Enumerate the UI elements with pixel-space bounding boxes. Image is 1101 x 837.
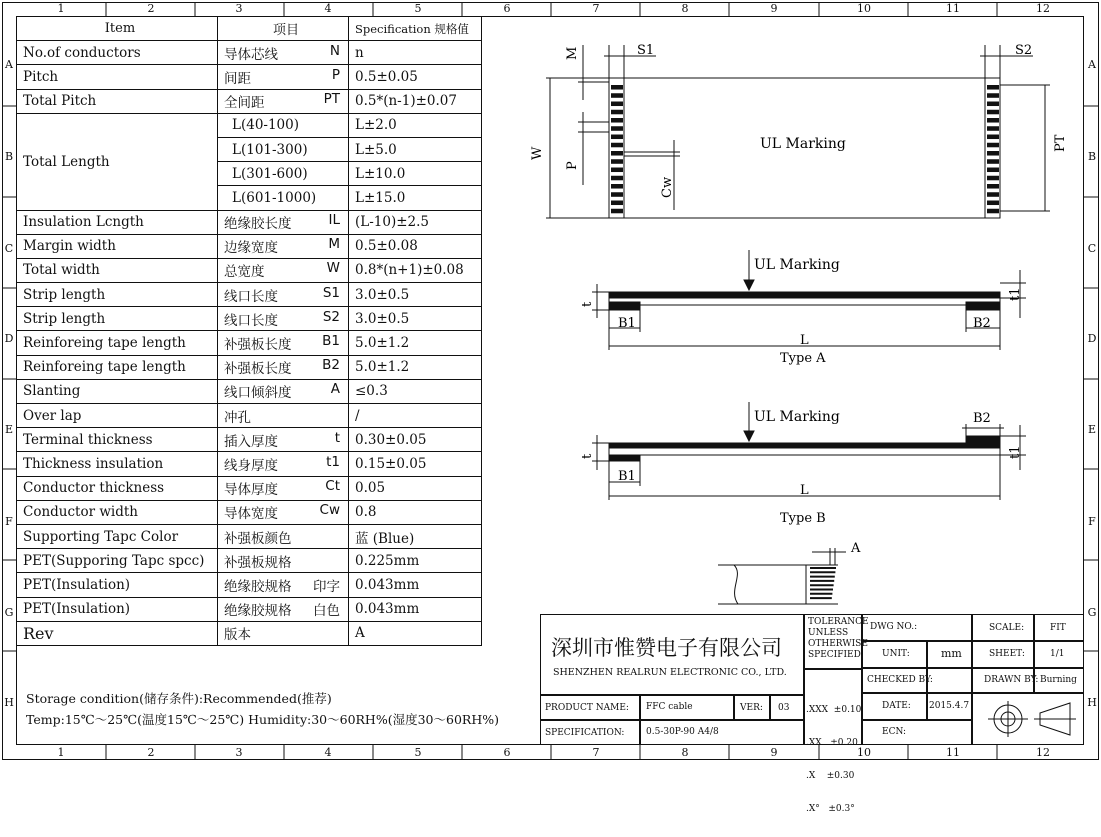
spec-cell: 蓝 (Blue) — [349, 524, 482, 548]
cn-label: 补强板长度 — [224, 337, 292, 354]
specification-label: SPECIFICATION: — [545, 728, 625, 738]
symbol-label: B1 — [322, 333, 340, 350]
cn-label: 总宽度 — [224, 264, 265, 281]
zone-col-12-top: 12 — [1036, 2, 1050, 15]
header-cn: 项目 — [218, 17, 349, 41]
date-value: 2015.4.7 — [929, 701, 970, 711]
type-a-b2-label: B2 — [973, 316, 991, 331]
drawn-label: DRAWN BY: — [984, 675, 1039, 685]
zone-col-4-bottom: 4 — [324, 746, 332, 759]
cn-label: 绝缘胶长度 — [224, 216, 292, 233]
symbol-label: A — [330, 381, 340, 398]
zone-col-8-bottom: 8 — [681, 746, 689, 759]
conductor-strip — [611, 176, 623, 181]
ver-label: VER: — [740, 703, 763, 713]
zone-col-11-bottom: 11 — [946, 746, 960, 759]
conductor-strip — [611, 168, 623, 173]
zone-row-D-right: D — [1087, 332, 1097, 345]
cn-label: 线口长度 — [224, 288, 278, 305]
item-cell: PET(Insulation) — [17, 573, 218, 597]
type-b-b1-label: B1 — [618, 469, 636, 484]
spec-cell: 3.0±0.5 — [349, 307, 482, 331]
conductor-strip — [611, 201, 623, 206]
conductor-strip — [987, 85, 999, 90]
tolerance-values: .XXX ±0.10 .XX ±0.20 .X ±0.30 .X° ±0.3° — [806, 705, 862, 814]
conductor-strip — [987, 184, 999, 189]
zone-col-8-top: 8 — [681, 2, 689, 15]
spec-cell: 0.5±0.08 — [349, 234, 482, 258]
conductor-strips-left — [611, 85, 623, 213]
spec-cell: 0.043mm — [349, 597, 482, 621]
conductor-strip — [611, 135, 623, 140]
cn-label: L(101-300) — [232, 141, 308, 158]
tolerance-heading: TOLERANCE UNLESS OTHERWISE SPECIFIED — [808, 617, 869, 660]
spec-cell: n — [349, 41, 482, 65]
product-name-value: FFC cable — [646, 702, 693, 712]
conductor-strips-right — [987, 85, 999, 213]
spec-cell: 5.0±1.2 — [349, 355, 482, 379]
type-a-b1-label: B1 — [618, 316, 636, 331]
conductor-strip — [611, 209, 623, 214]
company-name-cn: 深圳市惟赞电子有限公司 — [551, 636, 782, 660]
unit-label: UNIT: — [882, 649, 910, 659]
symbol-label: t — [334, 429, 340, 446]
zone-col-5-bottom: 5 — [414, 746, 422, 759]
symbol-label: S2 — [322, 308, 340, 325]
item-cell: Margin width — [17, 234, 218, 258]
conductor-strip — [611, 102, 623, 107]
zone-col-10-bottom: 10 — [857, 746, 871, 759]
header-item: Item — [17, 17, 218, 41]
symbol-label: Ct — [325, 478, 340, 495]
dwg-no-label: DWG NO.: — [870, 622, 918, 632]
conductor-strip — [987, 201, 999, 206]
conductor-strip — [987, 151, 999, 156]
item-cell: Supporting Tapc Color — [17, 524, 218, 548]
item-cell: Conductor thickness — [17, 476, 218, 500]
conductor-strip — [987, 118, 999, 123]
ecn-label: ECN: — [882, 727, 907, 737]
conductor-strip — [611, 85, 623, 90]
spec-cell: 0.8*(n+1)±0.08 — [349, 258, 482, 282]
zone-col-12-bottom: 12 — [1036, 746, 1050, 759]
type-a-t1-label: t1 — [1008, 287, 1023, 301]
type-b-l-label: L — [800, 483, 809, 498]
type-b-ul-marking: UL Marking — [754, 409, 840, 425]
company-name-en: SHENZHEN REALRUN ELECTRONIC CO., LTD. — [553, 667, 787, 678]
symbol-label: B2 — [322, 357, 340, 374]
zone-col-1-top: 1 — [57, 2, 65, 15]
checked-label: CHECKED BY: — [867, 675, 933, 685]
spec-cell: 0.15±0.05 — [349, 452, 482, 476]
symbol-label: Cw — [319, 502, 340, 519]
p-label: P — [565, 161, 580, 170]
cn-label: 补强板规格 — [224, 554, 292, 571]
spec-cell: 5.0±1.2 — [349, 331, 482, 355]
item-cell: Insulation Lcngth — [17, 210, 218, 234]
item-cell: Reinforeing tape length — [17, 331, 218, 355]
spec-cell: 0.30±0.05 — [349, 428, 482, 452]
item-cell: Slanting — [17, 379, 218, 403]
conductor-strip — [611, 192, 623, 197]
zone-col-7-top: 7 — [592, 2, 600, 15]
type-a-caption: Type A — [780, 351, 826, 366]
projection-symbol-icon — [980, 697, 1080, 741]
ver-value: 03 — [778, 703, 790, 713]
symbol-label: S1 — [322, 284, 340, 301]
m-label: M — [565, 46, 580, 60]
zone-row-B-left: B — [4, 150, 14, 163]
conductor-strip — [611, 93, 623, 98]
cw-label: Cw — [660, 176, 675, 198]
top-ul-marking: UL Marking — [760, 136, 846, 152]
zone-row-G-left: G — [4, 606, 14, 619]
spec-cell: 3.0±0.5 — [349, 283, 482, 307]
conductor-strip — [987, 110, 999, 115]
conductor-strip — [987, 102, 999, 107]
spec-cell: 0.8 — [349, 500, 482, 524]
item-cell: Reinforeing tape length — [17, 355, 218, 379]
type-b-t-label: t — [580, 453, 595, 459]
conductor-strip — [611, 151, 623, 156]
item-cell: Strip length — [17, 307, 218, 331]
item-cell: No.of conductors — [17, 41, 218, 65]
zone-row-E-right: E — [1087, 423, 1097, 436]
spec-cell: L±5.0 — [349, 137, 482, 161]
item-cell: Strip length — [17, 283, 218, 307]
header-spec: Specification 规格值 — [349, 17, 482, 41]
product-name-label: PRODUCT NAME: — [545, 703, 629, 713]
cn-label: 绝缘胶规格 — [224, 603, 292, 620]
symbol-label: t1 — [326, 453, 340, 470]
zone-col-9-bottom: 9 — [770, 746, 778, 759]
item-cell: Total Pitch — [17, 89, 218, 113]
item-cell: Total Length — [17, 113, 218, 210]
zone-row-D-left: D — [4, 332, 14, 345]
spec-cell: 0.225mm — [349, 549, 482, 573]
specification-value: 0.5-30P-90 A4/8 — [646, 727, 719, 737]
item-cell: Conductor width — [17, 500, 218, 524]
zone-row-F-right: F — [1088, 515, 1096, 528]
zone-row-F-left: F — [5, 515, 13, 528]
conductor-strip — [987, 192, 999, 197]
date-label: DATE: — [882, 701, 911, 711]
cn-label: L(601-1000) — [232, 189, 317, 206]
cn-label: 冲孔 — [224, 409, 251, 426]
symbol-label: P — [331, 66, 340, 83]
zone-col-3-bottom: 3 — [235, 746, 243, 759]
zone-col-9-top: 9 — [770, 2, 778, 15]
cn-label: 导体宽度 — [224, 506, 278, 523]
cn-label: 插入厚度 — [224, 433, 278, 450]
cn-label: 线口长度 — [224, 312, 278, 329]
item-cell: Over lap — [17, 404, 218, 428]
cn-label: 版本 — [224, 627, 251, 644]
conductor-strip — [987, 93, 999, 98]
symbol-label: N — [329, 42, 340, 59]
cn-label: 导体芯线 — [224, 46, 278, 63]
storage-note: Storage condition(储存条件):Recommended(推荐) — [26, 691, 332, 706]
symbol-label: IL — [328, 212, 340, 229]
zone-row-C-left: C — [4, 242, 14, 255]
zone-row-B-right: B — [1087, 150, 1097, 163]
spec-cell: L±2.0 — [349, 113, 482, 137]
scale-value: FIT — [1050, 623, 1066, 633]
type-a-l-label: L — [800, 333, 809, 348]
zone-col-10-top: 10 — [857, 2, 871, 15]
spec-cell: 0.05 — [349, 476, 482, 500]
symbol-label: 白色 — [313, 603, 340, 620]
conductor-strip — [611, 110, 623, 115]
scale-label: SCALE: — [989, 623, 1025, 633]
spec-cell: L±15.0 — [349, 186, 482, 210]
detail-a-label: A — [851, 541, 861, 556]
zone-row-E-left: E — [4, 423, 14, 436]
spec-cell: (L-10)±2.5 — [349, 210, 482, 234]
zone-row-H-right: H — [1087, 696, 1097, 709]
sheet-label: SHEET: — [989, 649, 1025, 659]
zone-col-4-top: 4 — [324, 2, 332, 15]
conductor-strip — [987, 176, 999, 181]
conductor-strip — [987, 135, 999, 140]
s2-label: S2 — [1015, 43, 1033, 58]
cn-label: L(40-100) — [232, 117, 300, 134]
item-cell: PET(Insulation) — [17, 597, 218, 621]
conductor-strip — [611, 143, 623, 148]
conductor-strip — [987, 126, 999, 131]
zone-col-6-top: 6 — [503, 2, 511, 15]
type-a-t-label: t — [580, 301, 595, 307]
type-a-ul-marking: UL Marking — [754, 257, 840, 273]
spec-cell: / — [349, 404, 482, 428]
item-cell: Total width — [17, 258, 218, 282]
pt-label: PT — [1053, 134, 1068, 152]
zone-col-3-top: 3 — [235, 2, 243, 15]
conductor-strip — [987, 143, 999, 148]
cn-label: 线身厚度 — [224, 457, 278, 474]
zone-col-7-bottom: 7 — [592, 746, 600, 759]
cn-label: L(301-600) — [232, 165, 308, 182]
item-cell: Terminal thickness — [17, 428, 218, 452]
zone-col-5-top: 5 — [414, 2, 422, 15]
symbol-label: PT — [323, 91, 340, 108]
cn-label: 导体厚度 — [224, 482, 278, 499]
zone-col-2-top: 2 — [147, 2, 155, 15]
temp-note: Temp:15℃～25℃(温度15℃～25℃) Humidity:30～60RH%(湿度30～60RH%) — [26, 712, 499, 727]
zone-row-G-right: G — [1087, 606, 1097, 619]
zone-col-1-bottom: 1 — [57, 746, 65, 759]
item-cell: Pitch — [17, 65, 218, 89]
spec-cell: 0.043mm — [349, 573, 482, 597]
s1-label: S1 — [637, 43, 655, 58]
zone-col-11-top: 11 — [946, 2, 960, 15]
spec-cell: L±10.0 — [349, 162, 482, 186]
spec-cell: ≤0.3 — [349, 379, 482, 403]
zone-row-H-left: H — [4, 696, 14, 709]
cn-label: 全间距 — [224, 95, 265, 112]
cn-label: 补强板颜色 — [224, 530, 292, 547]
zone-col-2-bottom: 2 — [147, 746, 155, 759]
spec-cell: 0.5±0.05 — [349, 65, 482, 89]
zone-row-A-left: A — [5, 58, 13, 71]
type-b-b2-label: B2 — [973, 411, 991, 426]
zone-col-6-bottom: 6 — [503, 746, 511, 759]
spec-cell: 0.5*(n-1)±0.07 — [349, 89, 482, 113]
spec-cell: A — [349, 621, 482, 645]
drawn-value: Burning — [1040, 675, 1077, 685]
cn-label: 线口倾斜度 — [224, 385, 292, 402]
type-b-t1-label: t1 — [1008, 445, 1023, 459]
cn-label: 间距 — [224, 70, 251, 87]
conductor-strip — [611, 118, 623, 123]
item-cell: Thickness insulation — [17, 452, 218, 476]
conductor-strip — [987, 159, 999, 164]
item-cell: PET(Supporing Tapc spcc) — [17, 549, 218, 573]
symbol-label: W — [326, 260, 340, 277]
conductor-strip — [611, 126, 623, 131]
type-b-caption: Type B — [780, 511, 826, 526]
top-view — [546, 45, 1050, 218]
cn-label: 边缘宽度 — [224, 240, 278, 257]
conductor-strip — [611, 184, 623, 189]
item-cell: Rev — [17, 621, 218, 645]
slant-detail — [718, 548, 846, 604]
conductor-strip — [987, 209, 999, 214]
zone-row-A-right: A — [1088, 58, 1096, 71]
cn-label: 绝缘胶规格 — [224, 578, 292, 595]
cn-label: 补强板长度 — [224, 361, 292, 378]
w-label: W — [530, 146, 545, 160]
sheet-value: 1/1 — [1050, 649, 1065, 659]
conductor-strip — [987, 168, 999, 173]
conductor-strip — [611, 159, 623, 164]
unit-value: mm — [941, 647, 962, 660]
symbol-label: M — [328, 236, 340, 253]
zone-row-C-right: C — [1087, 242, 1097, 255]
symbol-label: 印字 — [313, 578, 340, 595]
